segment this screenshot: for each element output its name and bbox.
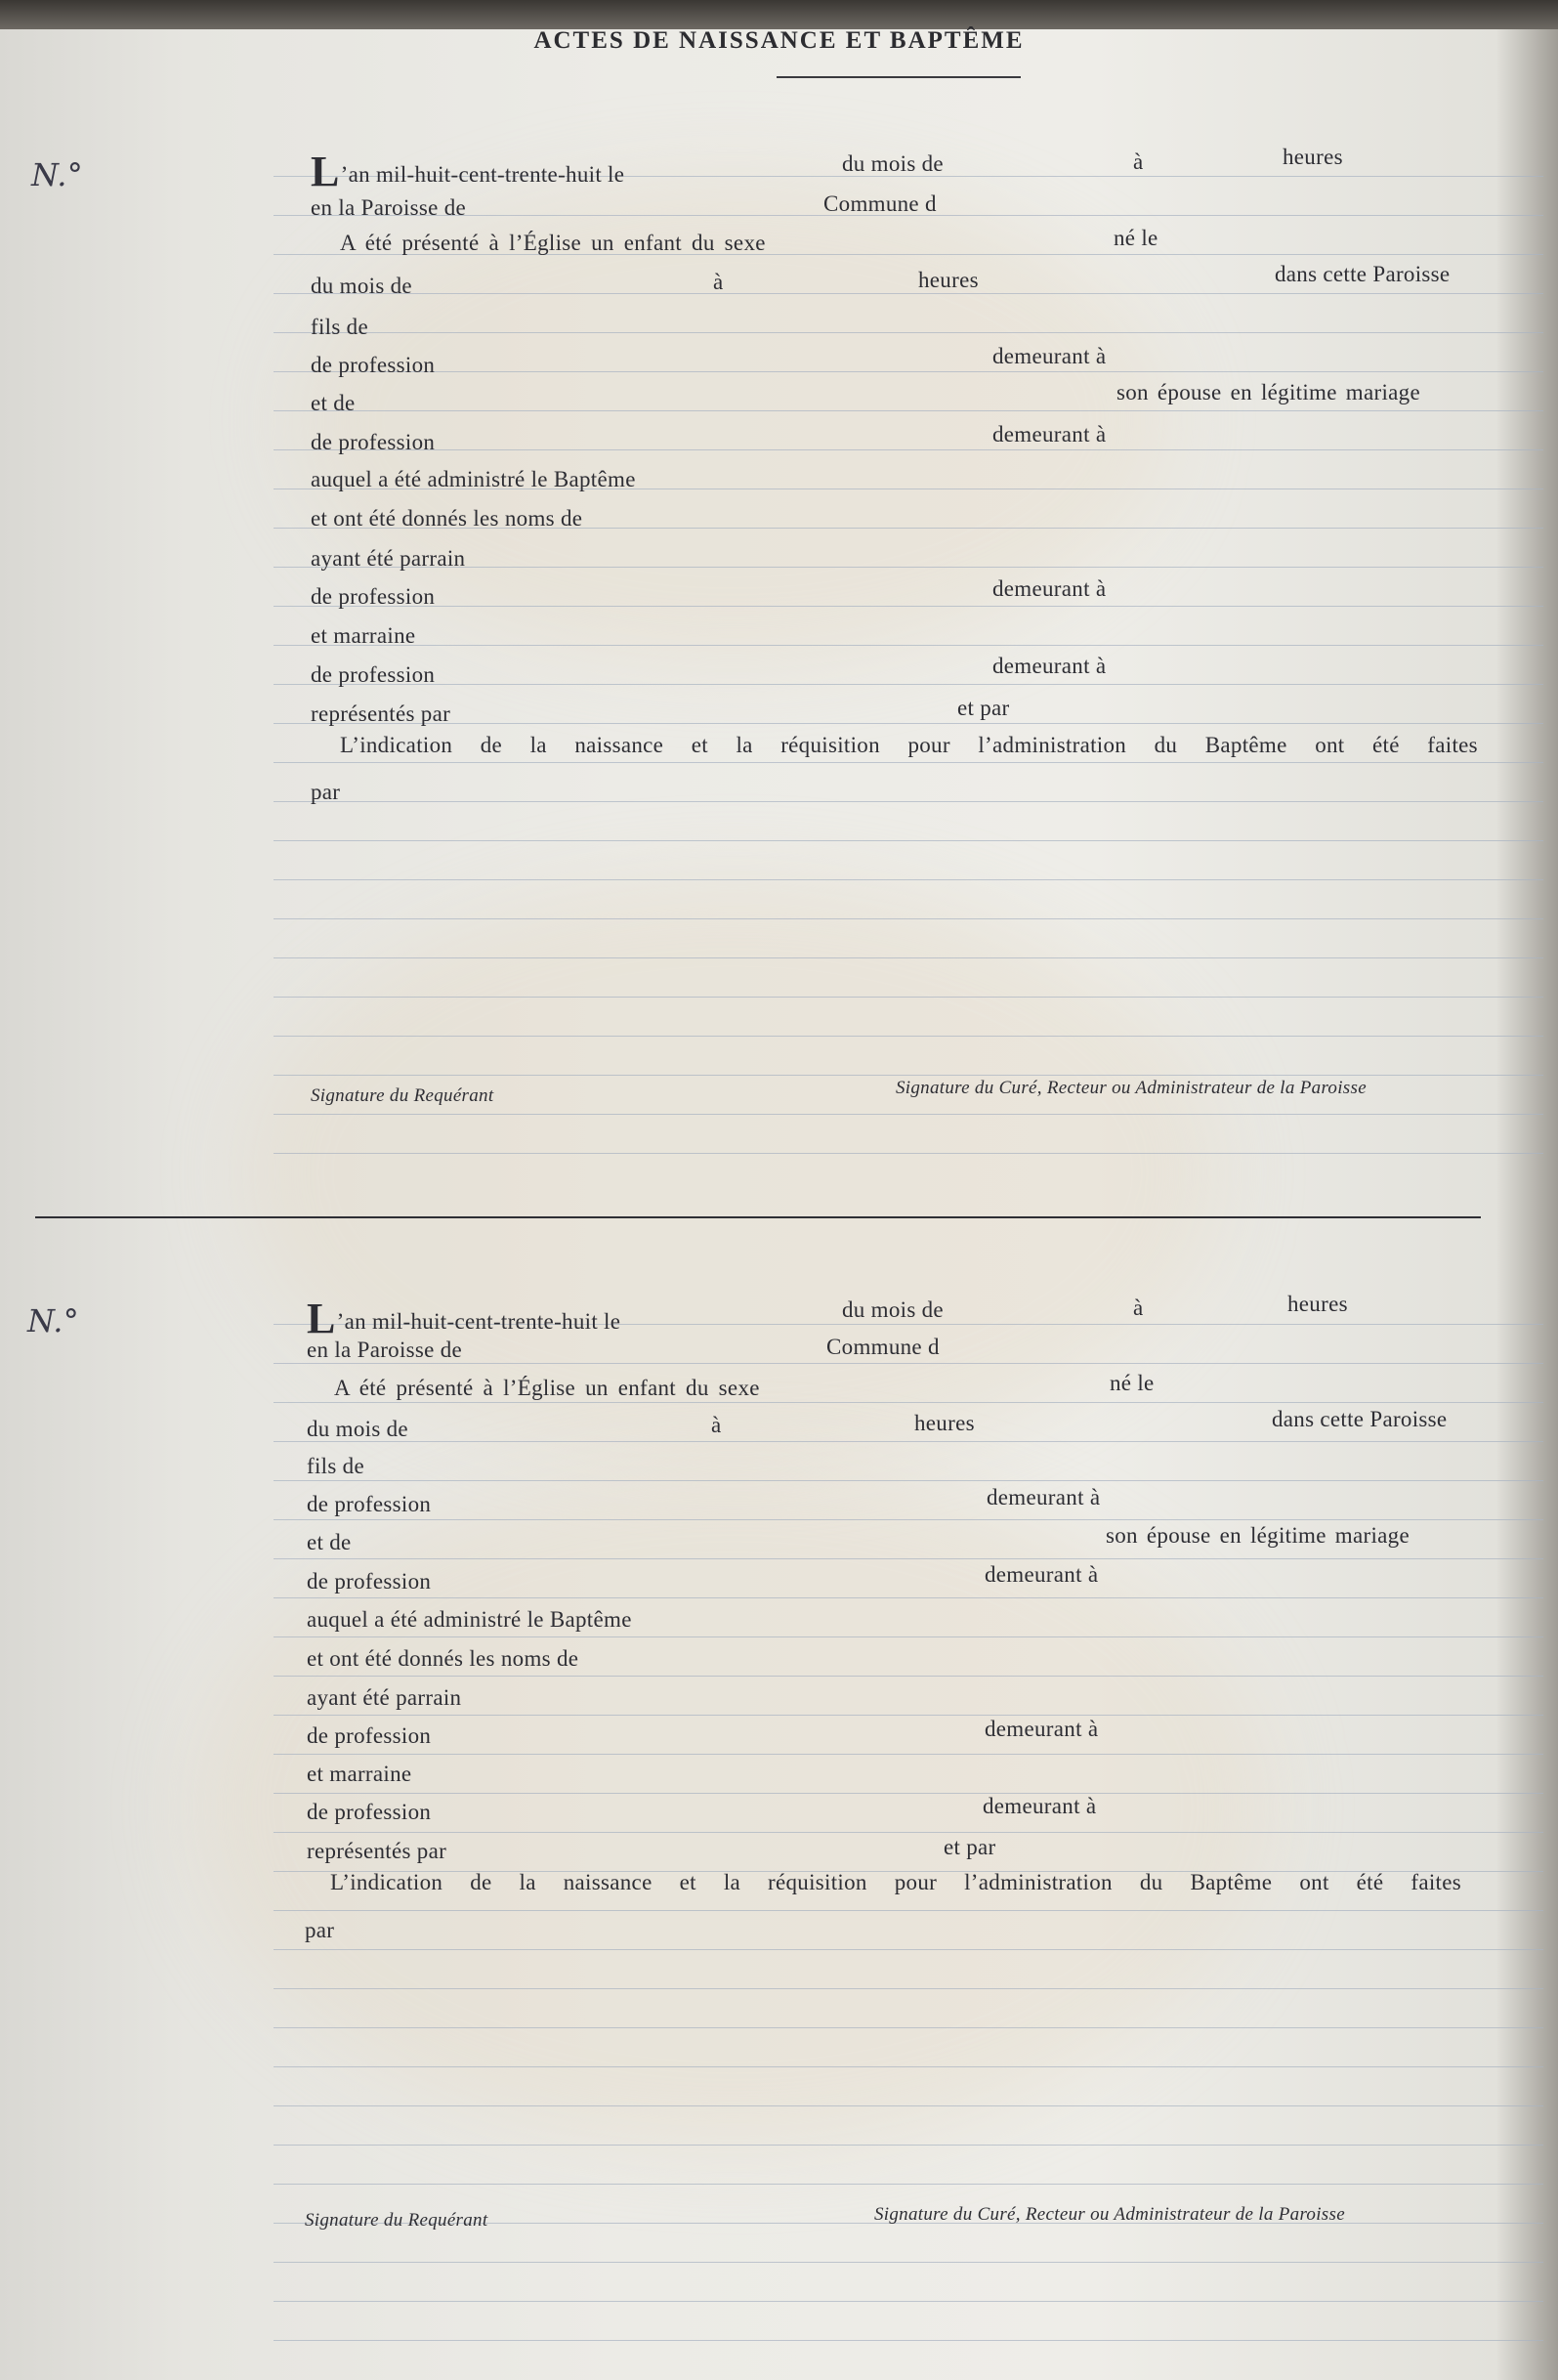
word: ont xyxy=(1315,733,1345,757)
word: réquisition xyxy=(768,1870,867,1894)
ruled-line xyxy=(274,1036,1543,1037)
year-text: ’an mil-huit-cent-trente-huit le xyxy=(336,1309,621,1334)
and-by-label: et par xyxy=(944,1835,996,1859)
residing-label-2: demeurant à xyxy=(985,1562,1099,1587)
ruled-line xyxy=(274,801,1543,802)
residing-label-4: demeurant à xyxy=(992,654,1107,678)
spouse-label: son épouse en légitime mariage xyxy=(1116,380,1420,404)
month-label: du mois de xyxy=(842,151,944,176)
ruled-line xyxy=(274,1832,1543,1833)
ruled-line xyxy=(274,918,1543,919)
names-given-label: et ont été donnés les noms de xyxy=(311,506,583,531)
word: pour xyxy=(907,733,950,757)
godmother-label: et marraine xyxy=(311,623,416,648)
son-of-label: fils de xyxy=(307,1454,364,1478)
represented-label: représentés par xyxy=(307,1839,447,1863)
ruled-line xyxy=(274,1075,1543,1076)
word: l’administration xyxy=(978,733,1127,757)
godmother-label: et marraine xyxy=(307,1762,412,1786)
drop-cap: L xyxy=(307,1295,336,1342)
ruled-line xyxy=(274,410,1543,411)
and-of-label: et de xyxy=(311,391,356,415)
ruled-line xyxy=(274,2262,1543,2263)
ruled-line xyxy=(274,2301,1543,2302)
hours-label-2: heures xyxy=(918,268,979,292)
indication-line xyxy=(330,1870,1461,1895)
drop-cap: L xyxy=(311,148,340,195)
ruled-line xyxy=(274,1636,1543,1637)
spouse-label: son épouse en légitime mariage xyxy=(1106,1523,1410,1548)
ruled-line xyxy=(274,957,1543,958)
day-month-label: du mois de xyxy=(307,1417,408,1441)
ruled-line xyxy=(274,293,1543,294)
word: l’administration xyxy=(964,1870,1113,1894)
parish-label: en la Paroisse de xyxy=(307,1338,463,1362)
ruled-line xyxy=(274,1519,1543,1520)
word: la xyxy=(529,733,547,757)
indication-line xyxy=(340,733,1478,758)
ruled-line xyxy=(274,332,1543,333)
year-line xyxy=(307,1290,621,1342)
profession-label-3: de profession xyxy=(307,1723,432,1748)
word: la xyxy=(723,1870,741,1894)
residing-label-3: demeurant à xyxy=(985,1717,1099,1741)
day-month-label: du mois de xyxy=(311,274,412,298)
ruled-line xyxy=(274,1597,1543,1598)
ruled-line xyxy=(274,2340,1543,2341)
word: et xyxy=(691,733,708,757)
ruled-line xyxy=(274,1363,1543,1364)
profession-label-1: de profession xyxy=(311,353,436,377)
parish-label: en la Paroisse de xyxy=(311,195,467,220)
ruled-line xyxy=(274,840,1543,841)
godfather-label: ayant été parrain xyxy=(311,546,466,571)
ruled-line xyxy=(274,684,1543,685)
priest-signature-label: Signature du Curé, Recteur ou Administrateur de la Paroisse xyxy=(874,2204,1345,2225)
ruled-line xyxy=(274,1441,1543,1442)
word: pour xyxy=(894,1870,938,1894)
year-text: ’an mil-huit-cent-trente-huit le xyxy=(340,162,625,187)
ruled-line xyxy=(274,1949,1543,1950)
son-of-label: fils de xyxy=(311,315,368,339)
ruled-line xyxy=(274,1793,1543,1794)
requester-signature-label: Signature du Requérant xyxy=(311,1085,494,1106)
ruled-line xyxy=(274,1402,1543,1403)
entry-number: N.° xyxy=(31,156,84,193)
word: été xyxy=(1356,1870,1384,1894)
born-label: né le xyxy=(1114,226,1158,250)
ruled-line xyxy=(274,997,1543,998)
ruled-line xyxy=(274,371,1543,372)
entry-separator xyxy=(35,1216,1481,1218)
parish-here-label: dans cette Paroisse xyxy=(1272,1407,1448,1431)
priest-signature-label: Signature du Curé, Recteur ou Administrateur de la Paroisse xyxy=(896,1078,1367,1098)
word: du xyxy=(1139,1870,1163,1894)
ruled-line xyxy=(274,2027,1543,2028)
ruled-line xyxy=(274,1910,1543,1911)
profession-label-4: de profession xyxy=(307,1800,432,1824)
residing-label-1: demeurant à xyxy=(987,1485,1101,1509)
word: naissance xyxy=(574,733,664,757)
word: la xyxy=(519,1870,536,1894)
commune-label: Commune d xyxy=(823,191,937,216)
page-header: ACTES DE NAISSANCE ET BAPTÊME xyxy=(533,27,1025,54)
word: faites xyxy=(1427,733,1478,757)
ruled-line xyxy=(274,2105,1543,2106)
word: L’indication xyxy=(330,1870,443,1894)
ruled-line xyxy=(274,2184,1543,2185)
ruled-line xyxy=(274,762,1543,763)
word: réquisition xyxy=(780,733,880,757)
ruled-line xyxy=(274,1715,1543,1716)
ruled-line xyxy=(274,645,1543,646)
word: ont xyxy=(1299,1870,1329,1894)
baptism-label: auquel a été administré le Baptême xyxy=(307,1607,632,1632)
at-label-2: à xyxy=(713,270,724,294)
godfather-label: ayant été parrain xyxy=(307,1685,462,1710)
month-label: du mois de xyxy=(842,1297,944,1322)
hours-label: heures xyxy=(1283,145,1343,169)
ruled-line xyxy=(274,879,1543,880)
ruled-line xyxy=(274,1480,1543,1481)
scan-edge xyxy=(0,0,1558,29)
word: naissance xyxy=(563,1870,653,1894)
ruled-line xyxy=(274,1754,1543,1755)
year-line xyxy=(311,143,625,195)
parish-here-label: dans cette Paroisse xyxy=(1275,262,1451,286)
presented-label: A été présenté à l’Église un enfant du sexe xyxy=(340,231,766,255)
word: la xyxy=(736,733,753,757)
word: et xyxy=(679,1870,696,1894)
ruled-line xyxy=(274,1558,1543,1559)
header-underline xyxy=(777,76,1021,78)
at-label: à xyxy=(1133,1296,1144,1320)
profession-label-3: de profession xyxy=(311,584,436,609)
word: du xyxy=(1154,733,1178,757)
ruled-line xyxy=(274,723,1543,724)
ruled-line xyxy=(274,1676,1543,1677)
at-label-2: à xyxy=(711,1413,722,1437)
ruled-line xyxy=(274,2145,1543,2146)
baptism-label: auquel a été administré le Baptême xyxy=(311,467,636,491)
word: Baptême xyxy=(1204,733,1287,757)
born-label: né le xyxy=(1110,1371,1155,1395)
and-of-label: et de xyxy=(307,1530,352,1554)
presented-label: A été présenté à l’Église un enfant du sexe xyxy=(334,1376,760,1400)
word: de xyxy=(470,1870,492,1894)
word: été xyxy=(1372,733,1400,757)
profession-label-4: de profession xyxy=(311,662,436,687)
at-label: à xyxy=(1133,149,1144,174)
ruled-line xyxy=(274,606,1543,607)
by-label: par xyxy=(305,1918,335,1942)
by-label: par xyxy=(311,780,341,804)
ruled-line xyxy=(274,1988,1543,1989)
hours-label-2: heures xyxy=(914,1411,975,1435)
ruled-line xyxy=(274,2066,1543,2067)
entry-number: N.° xyxy=(27,1302,80,1339)
and-by-label: et par xyxy=(957,696,1010,720)
hours-label: heures xyxy=(1287,1292,1348,1316)
profession-label-2: de profession xyxy=(311,430,436,454)
residing-label-3: demeurant à xyxy=(992,576,1107,601)
profession-label-1: de profession xyxy=(307,1492,432,1516)
word: de xyxy=(480,733,503,757)
residing-label-1: demeurant à xyxy=(992,344,1107,368)
commune-label: Commune d xyxy=(826,1335,940,1359)
represented-label: représentés par xyxy=(311,701,451,726)
residing-label-4: demeurant à xyxy=(983,1794,1097,1818)
word: Baptême xyxy=(1190,1870,1273,1894)
ruled-line xyxy=(274,1114,1543,1115)
names-given-label: et ont été donnés les noms de xyxy=(307,1646,579,1671)
requester-signature-label: Signature du Requérant xyxy=(305,2210,488,2231)
word: L’indication xyxy=(340,733,453,757)
residing-label-2: demeurant à xyxy=(992,422,1107,446)
ruled-line xyxy=(274,449,1543,450)
profession-label-2: de profession xyxy=(307,1569,432,1594)
ruled-line xyxy=(274,1153,1543,1154)
word: faites xyxy=(1411,1870,1461,1894)
